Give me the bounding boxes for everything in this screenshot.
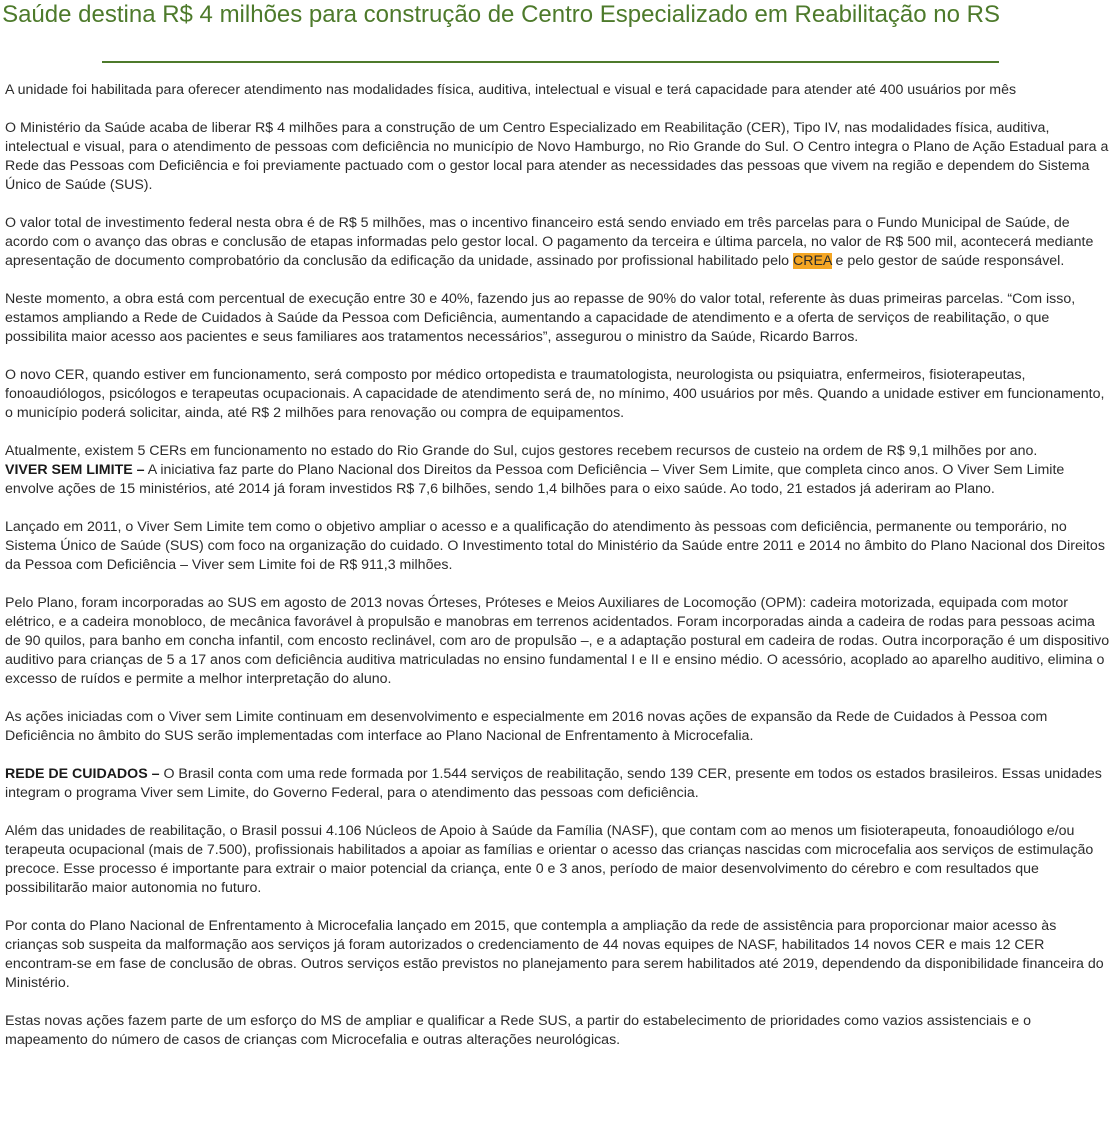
paragraph-3: Neste momento, a obra está com percentual de execução entre 30 e 40%, fazendo jus ao repasse de 90% do valor total, referente às duas primeiras parcelas. “Com isso, estamos ampliando a Rede de Cuidados à Saúde da Pessoa com Deficiência, aumentando a capacidade de atendimento e a oferta de serviços de reabilitação, o que possibilita maior acesso aos pacientes e seus familiares aos tratamentos necessários”, assegurou o ministro da Saúde, Ricardo Barros.: [5, 291, 1076, 345]
paragraph-10-text: O Brasil conta com uma rede formada por 1.544 serviços de reabilitação, sendo 139 CER, presente em todos os estados brasileiros. Essas unidades integram o programa Viver sem Limite, do Governo Federal, para o atendimento das pessoas com deficiência.: [5, 766, 1102, 801]
paragraph-8: Pelo Plano, foram incorporadas ao SUS em agosto de 2013 novas Órteses, Próteses e Meios Auxiliares de Locomoção (OPM): cadeira motorizada, equipada com motor elétrico, e a cadeira monobloco, de mecânica favorável à propulsão e manobras em terrenos acidentados. Foram incorporadas ainda a cadeira de rodas para pessoas acima de 90 quilos, para banho em concha infantil, com encosto reclinável, com aro de propulsão –, e a adaptação postural em cadeira de rodas. Outra incorporação é um dispositivo auditivo para crianças de 5 a 17 anos com deficiência auditiva matriculadas no ensino fundamental I e II e ensino médio. O acessório, acoplado ao aparelho auditivo, elimina o excesso de ruídos e permite a melhor interpretação do aluno.: [5, 595, 1110, 687]
paragraph-6: [5, 461, 1110, 499]
paragraph-12: Por conta do Plano Nacional de Enfrentamento à Microcefalia lançado em 2015, que contempla a ampliação da rede de assistência para proporcionar maior acesso às crianças sob suspeita da malformação aos serviços já foram autorizados o credenciamento de 44 novas equipes de NASF, habilitados 14 novos CER e mais 12 CER encontram-se em fase de conclusão de obras. Outros serviços estão previstos no planejamento para serem habilitados até 2019, dependendo da disponibilidade financeira do Ministério.: [5, 918, 1104, 991]
paragraph-2-text-a: O valor total de investimento federal nesta obra é de R$ 5 milhões, mas o incentivo financeiro está sendo enviado em três parcelas para o Fundo Municipal de Saúde, de acordo com o avanço das obras e conclusão de etapas informadas pelo gestor local. O pagamento da terceira e última parcela, no valor de R$ 500 mil, acontecerá mediante apresentação de documento comprobatório da conclusão da edificação da unidade, assinado por profissional habilitado pelo: [5, 215, 1094, 269]
section-label-viver-sem-limite: VIVER SEM LIMITE –: [5, 462, 145, 478]
section-label-rede-de-cuidados: REDE DE CUIDADOS –: [5, 766, 160, 782]
paragraph-2-text-b: e pelo gestor de saúde responsável.: [831, 253, 1065, 269]
title-block: [0, 0, 1000, 30]
crea-highlight: CREA: [792, 253, 832, 269]
article-body: [5, 81, 1110, 1069]
paragraph-6-text: A iniciativa faz parte do Plano Nacional dos Direitos da Pessoa com Deficiência – Viver Sem Limite, que completa cinco anos. O Viver Sem Limite envolve ações de 15 ministérios, até 2014 já foram investidos R$ 7,6 bilhões, sendo 1,4 bilhões para o eixo saúde. Ao todo, 21 estados já aderiram ao Plano.: [5, 462, 1065, 497]
article-lead: A unidade foi habilitada para oferecer atendimento nas modalidades física, auditiva, intelectual e visual e terá capacidade para atender até 400 usuários por mês: [5, 82, 1017, 98]
paragraph-11: Além das unidades de reabilitação, o Brasil possui 4.106 Núcleos de Apoio à Saúde da Família (NASF), que contam com ao menos um fisioterapeuta, fonoaudiólogo e/ou terapeuta ocupacional (mais de 7.500), profissionais habilitados a apoiar as famílias e orientar o acesso das crianças nascidas com microcefalia aos serviços de estimulação precoce. Esse processo é importante para extrair o maior potencial da criança, ente 0 e 3 anos, período de maior desenvolvimento do cérebro e com resultados que possibilitarão maior autonomia no futuro.: [5, 823, 1094, 896]
paragraph-1: O Ministério da Saúde acaba de liberar R$ 4 milhões para a construção de um Centro Especializado em Reabilitação (CER), Tipo IV, nas modalidades física, auditiva, intelectual e visual, para o atendimento de pessoas com deficiência no município de Novo Hamburgo, no Rio Grande do Sul. O Centro integra o Plano de Ação Estadual para a Rede das Pessoas com Deficiência e foi previamente pactuado com o gestor local para atender as necessidades das pessoas que vivem na região e dependem do Sistema Único de Saúde (SUS).: [5, 120, 1109, 193]
paragraph-10: [5, 765, 1110, 803]
paragraph-2: [5, 214, 1110, 271]
paragraph-4: O novo CER, quando estiver em funcionamento, será composto por médico ortopedista e traumatologista, neurologista ou psiquiatra, enfermeiros, fisioterapeutas, fonoaudiólogos, psicólogos e terapeutas ocupacionais. A capacidade de atendimento será de, no mínimo, 400 usuários por mês. Quando a unidade estiver em funcionamento, o município poderá solicitar, ainda, até R$ 2 milhões para renovação ou compra de equipamentos.: [5, 367, 1105, 421]
page-title: Saúde destina R$ 4 milhões para construção de Centro Especializado em Reabilitação no RS: [2, 1, 1000, 28]
paragraph-7: Lançado em 2011, o Viver Sem Limite tem como o objetivo ampliar o acesso e a qualificação do atendimento às pessoas com deficiência, permanente ou temporário, no Sistema Único de Saúde (SUS) com foco na organização do cuidado. O Investimento total do Ministério da Saúde entre 2011 e 2014 no âmbito do Plano Nacional dos Direitos da Pessoa com Deficiência – Viver sem Limite foi de R$ 911,3 milhões.: [5, 519, 1105, 573]
paragraph-5: Atualmente, existem 5 CERs em funcionamento no estado do Rio Grande do Sul, cujos gestores recebem recursos de custeio na ordem de R$ 9,1 milhões por ano.: [5, 443, 1038, 459]
title-underline: [102, 61, 999, 63]
paragraph-13: Estas novas ações fazem parte de um esforço do MS de ampliar e qualificar a Rede SUS, a partir do estabelecimento de prioridades como vazios assistenciais e o mapeamento do número de casos de crianças com Microcefalia e outras alterações neurológicas.: [5, 1013, 1031, 1048]
paragraph-9: As ações iniciadas com o Viver sem Limite continuam em desenvolvimento e especialmente em 2016 novas ações de expansão da Rede de Cuidados à Pessoa com Deficiência no âmbito do SUS serão implementadas com interface ao Plano Nacional de Enfrentamento à Microcefalia.: [5, 709, 1048, 744]
